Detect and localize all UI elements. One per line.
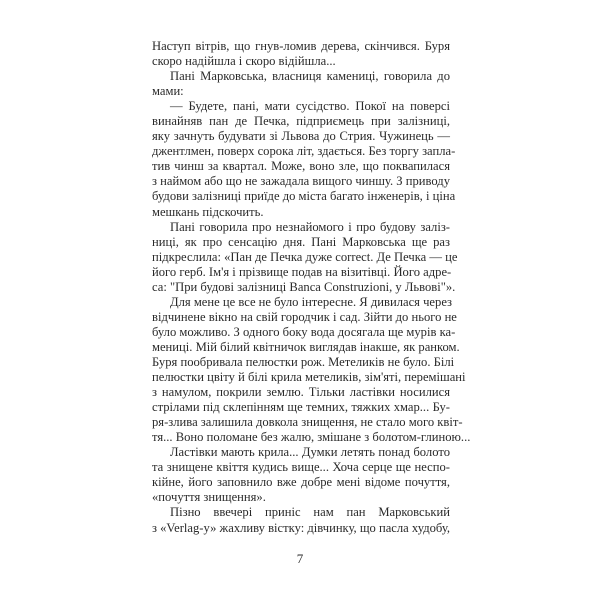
- text-line: Пані говорила про незнайомого і про будову заліз-: [170, 219, 450, 234]
- text-line: яку зачнуть будувати зі Львова до Стрия. Чужинець —: [152, 129, 450, 144]
- text-line: Пізно ввечері приніс нам пан Марковський: [170, 505, 450, 520]
- page-number: 7: [296, 551, 304, 566]
- text-line: ря-злива залишила довкола знищення, не стало мого квіт-: [152, 415, 463, 430]
- text-line: мениці. Мій білий квітничок виглядав інакше, як ранком.: [152, 339, 460, 354]
- text-line: — Будете, пані, мати сусідство. Покої на поверсі: [170, 99, 450, 114]
- text-line: тив чинш за квартал. Може, воно зле, що поквапилася: [152, 159, 450, 174]
- text-line: пелюстки цвіту й білі крила метеликів, зім'яті, перемішані: [152, 370, 466, 385]
- text-line: з намулом, покрили землю. Тільки ластівки носилися: [152, 385, 450, 400]
- text-line: будови залізниці приїде до міста багато інженерів, і ціна: [152, 189, 456, 204]
- text-line: підкреслила: «Пан де Печка дуже correct. Де Печка — це: [152, 249, 458, 264]
- text-line: джентлмен, поверх сорока літ, здається. Без торгу запла-: [152, 144, 456, 159]
- text-line: з «Verlag-у» жахливу вістку: дівчинку, що пасла худобу,: [152, 520, 451, 535]
- text-line: Ластівки мають крила... Думки летять понад болото: [170, 445, 450, 460]
- text-line: його герб. Ім'я і прізвище подав на візитівці. Його адре-: [152, 264, 452, 279]
- text-line: Для мене це все не було інтересне. Я дивилася через: [170, 294, 453, 309]
- text-line: мешкань підскочить.: [152, 204, 264, 219]
- text-line: кійне, його заповнило вже добре мені відоме почуття,: [152, 475, 450, 490]
- text-line: Буря пообривала пелюстки рож. Метеликів не було. Білі: [152, 354, 455, 369]
- text-line: з наймом або що не зажадала вищого чиншу. З приводу: [152, 174, 450, 189]
- text-line: Наступ вітрів, що гнув-ломив дерева, скінчився. Буря: [152, 39, 450, 53]
- text-line: мами:: [152, 84, 184, 99]
- text-line: стрілами під склепінням ще темних, тяжких хмар... Бу-: [152, 400, 450, 415]
- text-line: та знищене квіття кудись вище... Хоча серце ще неспо-: [152, 460, 450, 475]
- text-line: Пані Марковська, власниця камениці, говорила до: [170, 69, 450, 84]
- text-line: са: "При будові залізниці Banca Construzioni, у Львові"».: [152, 279, 456, 294]
- text-line: «почуття знищення».: [152, 490, 266, 505]
- page-body: [152, 39, 471, 536]
- text-line: ниці, як про сенсацію дня. Пані Марковська ще раз: [152, 234, 450, 249]
- text-line: скоро надійшла і скоро відійшла...: [152, 54, 336, 69]
- text-line: винайняв пан де Печка, підприємець при залізниці,: [152, 114, 450, 129]
- text-line: тя... Воно поломане без жалю, змішане з болотом-глиною...: [152, 430, 471, 445]
- text-line: відчинене вікно на свій городчик і сад. Зійти до нього не: [152, 309, 457, 324]
- text-line: було можливо. З одного боку вода досягала ще мурів ка-: [152, 324, 456, 339]
